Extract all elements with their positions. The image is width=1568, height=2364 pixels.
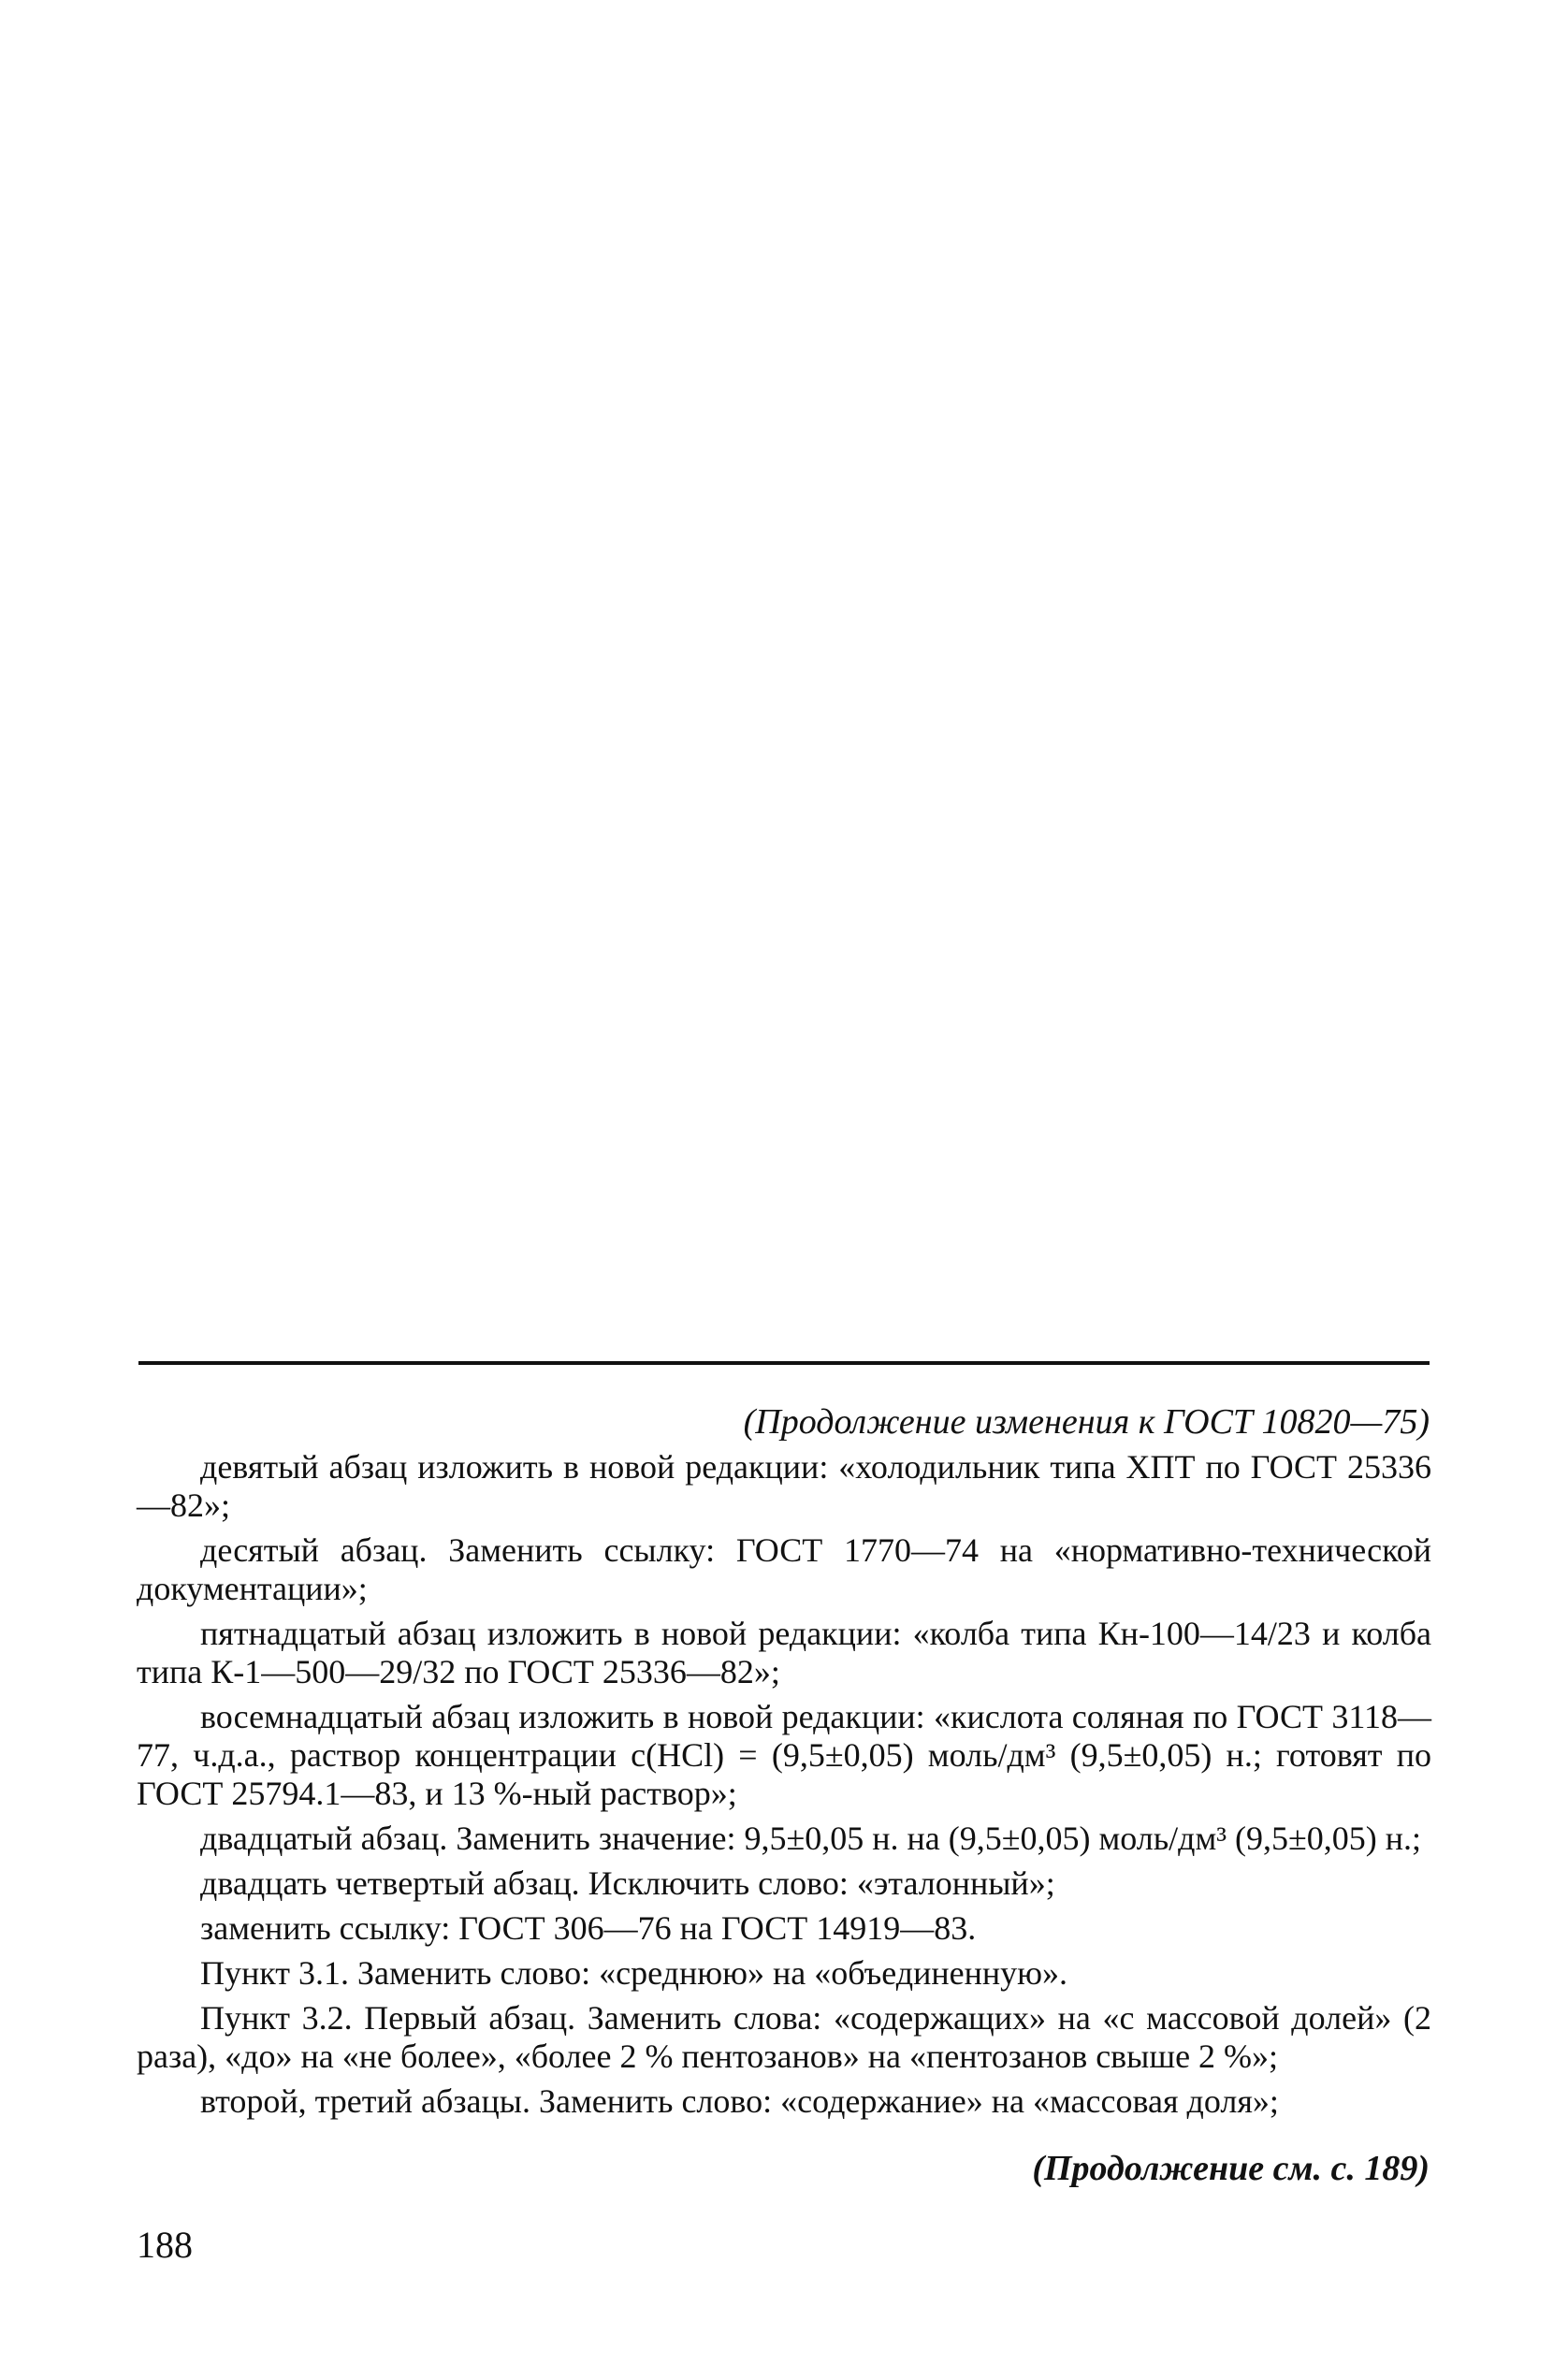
paragraph-4: восемнадцатый абзац изложить в новой редакции: «кислота соляная по ГОСТ 3118—77, ч.д.а., раствор концентрации с(HCl) = (9,5±0,05) моль/дм³ (9,5±0,05) н.; готовят по ГОСТ 25794.1—83, и 13 %-ный раствор»; xyxy=(137,1698,1431,1812)
paragraph-3: пятнадцатый абзац изложить в новой редакции: «колба типа Кн-100—14/23 и колба типа К-1—500—29/32 по ГОСТ 25336—82»; xyxy=(137,1615,1431,1690)
top-rule xyxy=(138,1361,1430,1365)
paragraph-9: Пункт 3.2. Первый абзац. Заменить слова: «содержащих» на «с массовой долей» (2 раза), «до» на «не более», «более 2 % пентозанов» на «пентозанов свыше 2 %»; xyxy=(137,1999,1431,2075)
continuation-header: (Продолжение изменения к ГОСТ 10820—75) xyxy=(743,1402,1430,1442)
continuation-footer: (Продолжение см. с. 189) xyxy=(1032,2149,1430,2188)
paragraph-7: заменить ссылку: ГОСТ 306—76 на ГОСТ 14919—83. xyxy=(200,1909,977,1947)
paragraph-8: Пункт 3.1. Заменить слово: «среднюю» на «объединенную». xyxy=(200,1954,1068,1992)
paragraph-2: десятый абзац. Заменить ссылку: ГОСТ 1770—74 на «нормативно-технической документации»; xyxy=(137,1531,1431,1607)
paragraph-6: двадцать четвертый абзац. Исключить слово: «эталонный»; xyxy=(200,1864,1055,1902)
paragraph-1: девятый абзац изложить в новой редакции: «холодильник типа ХПТ по ГОСТ 25336—82»; xyxy=(137,1448,1431,1524)
document-body xyxy=(137,1448,1431,2127)
paragraph-5: двадцатый абзац. Заменить значение: 9,5±0,05 н. на (9,5±0,05) моль/дм³ (9,5±0,05) н.; xyxy=(200,1820,1422,1857)
page-number: 188 xyxy=(137,2224,193,2266)
paragraph-10: второй, третий абзацы. Заменить слово: «содержание» на «массовая доля»; xyxy=(200,2082,1279,2120)
